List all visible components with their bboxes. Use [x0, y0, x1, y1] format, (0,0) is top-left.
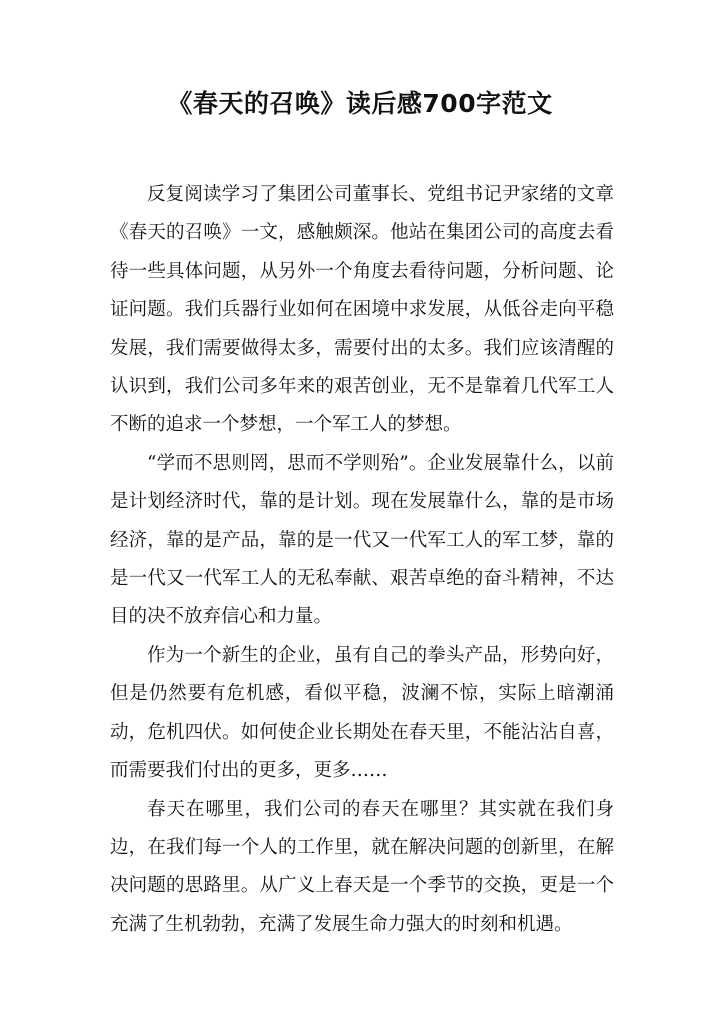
document-body: [110, 176, 614, 944]
paragraph-4: 春天在哪里，我们公司的春天在哪里？其实就在我们身边，在我们每一个人的工作里，就在解决问题的创新里，在解决问题的思路里。从广义上春天是一个季节的交换，更是一个充满了生机勃勃，充满了发展生命力强大的时刻和机遇。: [110, 798, 614, 935]
paragraph-1: 反复阅读学习了集团公司董事长、党组书记尹家绪的文章《春天的召唤》一文，感触颇深。他站在集团公司的高度去看待一些具体问题，从另外一个角度去看待问题，分析问题、论证问题。我们兵器行业如何在困境中求发展，从低谷走向平稳发展，我们需要做得太多，需要付出的太多。我们应该清醒的认识到，我们公司多年来的艰苦创业，无不是靠着几代军工人不断的追求一个梦想，一个军工人的梦想。: [110, 184, 614, 436]
paragraph-3: 作为一个新生的企业，虽有自己的拳头产品，形势向好，但是仍然要有危机感，看似平稳，波澜不惊，实际上暗潮涌动，危机四伏。如何使企业长期处在春天里，不能沾沾自喜，而需要我们付出的更多，更多……: [110, 644, 614, 782]
paragraph-2: “学而不思则罔，思而不学则殆”。企业发展靠什么，以前是计划经济时代，靠的是计划。现在发展靠什么，靠的是市场经济，靠的是产品，靠的是一代又一代军工人的军工梦，靠的是一代又一代军工人的无私奉献、艰苦卓绝的奋斗精神，不达目的决不放弃信心和力量。: [110, 452, 614, 628]
document-title: 《春天的召唤》读后感700字范文: [167, 89, 553, 118]
